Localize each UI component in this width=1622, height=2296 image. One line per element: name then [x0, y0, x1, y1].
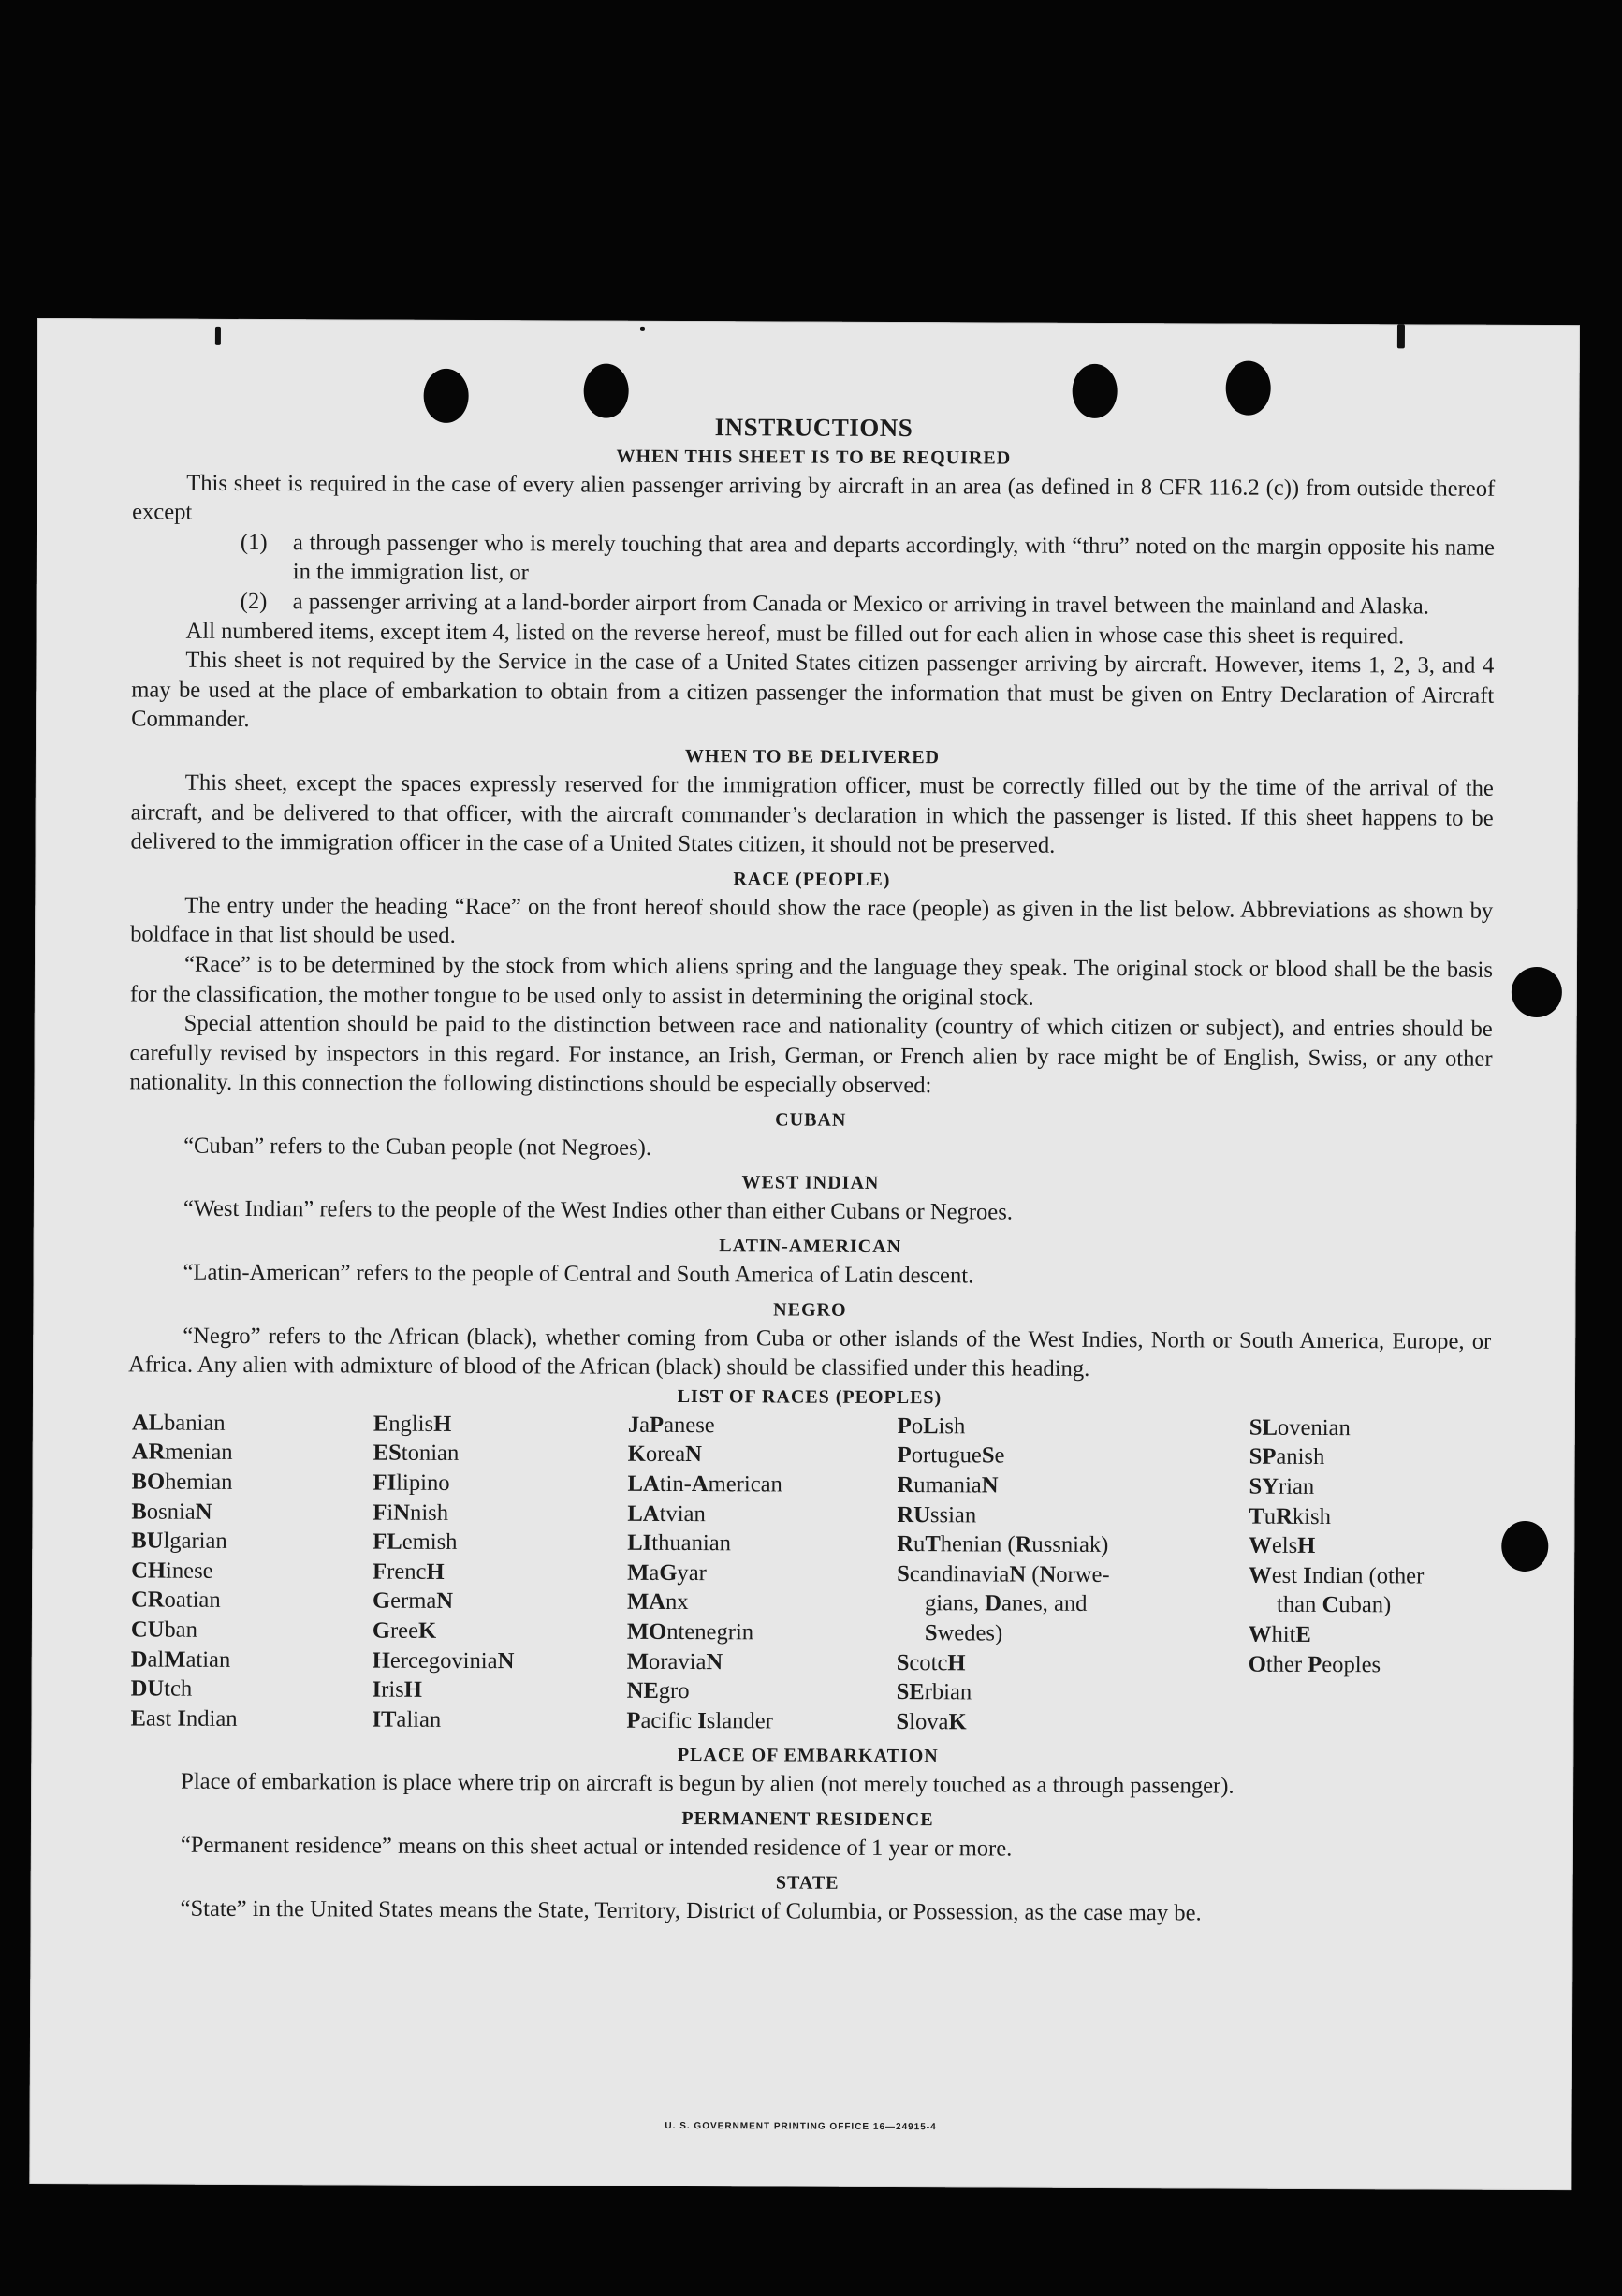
race-entry: MoraviaN: [626, 1648, 723, 1674]
heading-permanent-residence: PERMANENT RESIDENCE: [681, 1807, 934, 1831]
race-entry: RumaniaN: [897, 1472, 999, 1499]
race-entry: Other Peoples: [1248, 1651, 1381, 1677]
paragraph: “Cuban” refers to the Cuban people (not Negroes).: [183, 1133, 652, 1161]
race-entry: BOhemian: [131, 1469, 233, 1495]
race-entry: Swedes): [924, 1620, 1003, 1646]
paragraph: “Negro” refers to the African (black), whether coming from Cuba or other islands of the West Indies, North or South America, Europe, or Africa. Any alien with admixture of blood of the African (black) should be classified under this heading.: [128, 1323, 1492, 1382]
heading-when-delivered: WHEN TO BE DELIVERED: [684, 745, 941, 768]
race-entry: IrisH: [372, 1676, 422, 1703]
race-entry: FrencH: [373, 1558, 445, 1585]
race-entry: FiNnish: [373, 1499, 449, 1526]
races-column: [130, 1408, 373, 1734]
instructions-content: [126, 410, 1496, 1928]
item-number: (2): [240, 588, 268, 615]
heading-embarkation: PLACE OF EMBARKATION: [677, 1745, 939, 1767]
race-entry: East Indian: [130, 1705, 238, 1732]
races-list: [130, 1408, 1491, 1739]
paragraph: All numbered items, except item 4, listed on the reverse hereof, must be filled out for each alien in whose case this sheet is required.: [185, 618, 1405, 649]
printer-imprint: U. S. GOVERNMENT PRINTING OFFICE 16—24915-4: [665, 2120, 937, 2133]
heading-race: RACE (PEOPLE): [733, 868, 891, 890]
race-entry: BUlgarian: [131, 1528, 227, 1555]
race-entry: DUtch: [130, 1675, 193, 1702]
race-entry: LIthuanian: [627, 1529, 732, 1557]
scan-speck: [640, 327, 645, 331]
paragraph: “State” in the United States means the State, Territory, District of Columbia, or Possession, as the case may be.: [180, 1895, 1202, 1926]
race-entry: GermaN: [372, 1587, 454, 1615]
race-entry: EnglisH: [373, 1411, 452, 1437]
race-entry: ALbanian: [131, 1410, 226, 1436]
document-page: [29, 318, 1580, 2190]
race-entry: LAtvian: [627, 1500, 706, 1527]
race-entry: FIlipino: [373, 1470, 450, 1496]
paragraph: This sheet, except the spaces expressly reserved for the immigration officer, must be correctly filled out by the time of the arrival of the aircraft, and be delivered to that officer, with the aircraft commander’s declaration in which the passenger is listed. If this sheet happens to be delivered to the immigration officer in the case of a United States citizen, it should not be preserved.: [130, 769, 1494, 858]
paragraph: The entry under the heading “Race” on the front hereof should show the race (people) as given in the list below. Abbreviations as shown by boldface in that list should be used.: [130, 892, 1494, 949]
heading-state: STATE: [775, 1872, 840, 1894]
race-entry: ARmenian: [131, 1439, 233, 1466]
race-entry: West Indian (other: [1249, 1562, 1425, 1589]
paragraph: This sheet is not required by the Service in the case of a United States citizen passenger arriving by aircraft. However, items 1, 2, 3, and 4 may be used at the place of embarkation to obtain from a citizen passenger the information that must be given on Entry Declaration of Aircraft Commander.: [131, 647, 1495, 733]
race-entry: GreeK: [372, 1617, 437, 1644]
race-entry: MaGyar: [627, 1559, 707, 1586]
race-entry: RuThenian (Russniak): [897, 1531, 1109, 1558]
heading-latin-american: LATIN-AMERICAN: [719, 1236, 902, 1258]
race-entry: LAtin-American: [627, 1470, 782, 1498]
races-column: [896, 1411, 1249, 1738]
race-entry: TuRkish: [1249, 1503, 1331, 1529]
paragraph: Place of embarkation is place where trip on aircraft is begun by alien (not merely touched as a through passenger).: [181, 1769, 1235, 1799]
paragraph: “Permanent residence” means on this sheet actual or intended residence of 1 year or more.: [180, 1832, 1013, 1862]
race-entry: CRoatian: [130, 1587, 221, 1614]
paragraph: Special attention should be paid to the distinction between race and nationality (country of which citizen or subject), and entries should be carefully revised by inspectors in this regard. For instance, an Irish, German, or French alien by race might be of English, Swiss, or any other nationality. In this connection the following distinctions should be especially observed:: [129, 1010, 1493, 1099]
heading-when-required: WHEN THIS SHEET IS TO BE REQUIRED: [616, 446, 1012, 469]
race-entry: CUban: [130, 1616, 197, 1643]
race-entry: SLovenian: [1249, 1414, 1351, 1440]
race-entry: BosniaN: [131, 1499, 212, 1525]
punch-hole: [1226, 361, 1271, 416]
race-entry: ITalian: [372, 1706, 442, 1733]
page-title: INSTRUCTIONS: [714, 413, 913, 443]
race-entry: Pacific Islander: [626, 1707, 773, 1734]
race-entry: RUssian: [897, 1501, 977, 1528]
race-entry: SYrian: [1249, 1473, 1315, 1499]
races-column: [1248, 1413, 1495, 1740]
race-entry: WhitE: [1248, 1621, 1311, 1647]
race-entry: KoreaN: [627, 1441, 703, 1468]
heading-west-indian: WEST INDIAN: [741, 1172, 880, 1194]
item-text: a passenger arriving at a land-border airport from Canada or Mexico or arriving in travel between the mainland and Alaska.: [292, 589, 1429, 620]
races-column: [372, 1409, 628, 1735]
race-entry: SPanish: [1249, 1444, 1325, 1470]
paragraph: This sheet is required in the case of every alien passenger arriving by aircraft in an area (as defined in 8 CFR 116.2 (c)) from outside thereof except: [132, 470, 1496, 525]
heading-negro: NEGRO: [773, 1299, 847, 1321]
race-entry: WelsH: [1249, 1532, 1316, 1559]
punch-hole: [584, 364, 629, 418]
punch-hole: [1512, 967, 1562, 1017]
item-text: a through passenger who is merely touching that area and departs accordingly, with “thru” noted on the margin opposite his name in the immigration list, or: [292, 529, 1496, 586]
punch-hole: [1501, 1521, 1548, 1572]
race-entry: than Cuban): [1276, 1592, 1392, 1618]
race-entry: FLemish: [373, 1528, 458, 1556]
race-entry: ScotcH: [896, 1649, 966, 1675]
scan-speck: [215, 327, 221, 345]
item-number: (1): [240, 529, 268, 555]
race-entry: EStonian: [373, 1440, 460, 1467]
paragraph: “West Indian” refers to the people of the West Indies other than either Cubans or Negroes.: [183, 1196, 1014, 1226]
paragraph: “Latin-American” refers to the people of Central and South America of Latin descent.: [183, 1259, 974, 1289]
race-entry: gians, Danes, and: [924, 1590, 1088, 1617]
race-entry: JaPanese: [627, 1411, 715, 1439]
race-entry: HercegoviniaN: [372, 1647, 515, 1674]
race-entry: MAnx: [626, 1589, 689, 1616]
scan-speck: [1397, 324, 1405, 348]
races-column: [626, 1411, 898, 1737]
list-item: [132, 527, 1495, 592]
race-entry: PoLish: [897, 1412, 966, 1440]
race-entry: MOntenegrin: [626, 1618, 754, 1645]
punch-hole: [1073, 364, 1118, 418]
race-entry: DalMatian: [130, 1646, 231, 1673]
heading-cuban: CUBAN: [775, 1109, 847, 1131]
race-entry: NEgro: [626, 1677, 690, 1704]
paragraph: “Race” is to be determined by the stock from which aliens spring and the language they speak. The original stock or blood shall be the basis for the classification, the mother tongue to be used only to assist in determining the original stock.: [129, 951, 1494, 1011]
heading-list-of-races: LIST OF RACES (PEOPLES): [677, 1385, 943, 1409]
race-entry: CHinese: [131, 1557, 213, 1584]
race-entry: PortugueSe: [897, 1442, 1005, 1469]
race-entry: SErbian: [896, 1679, 972, 1705]
race-entry: SlovaK: [896, 1708, 967, 1735]
race-entry: ScandinaviaN (Norwe-: [897, 1560, 1110, 1587]
